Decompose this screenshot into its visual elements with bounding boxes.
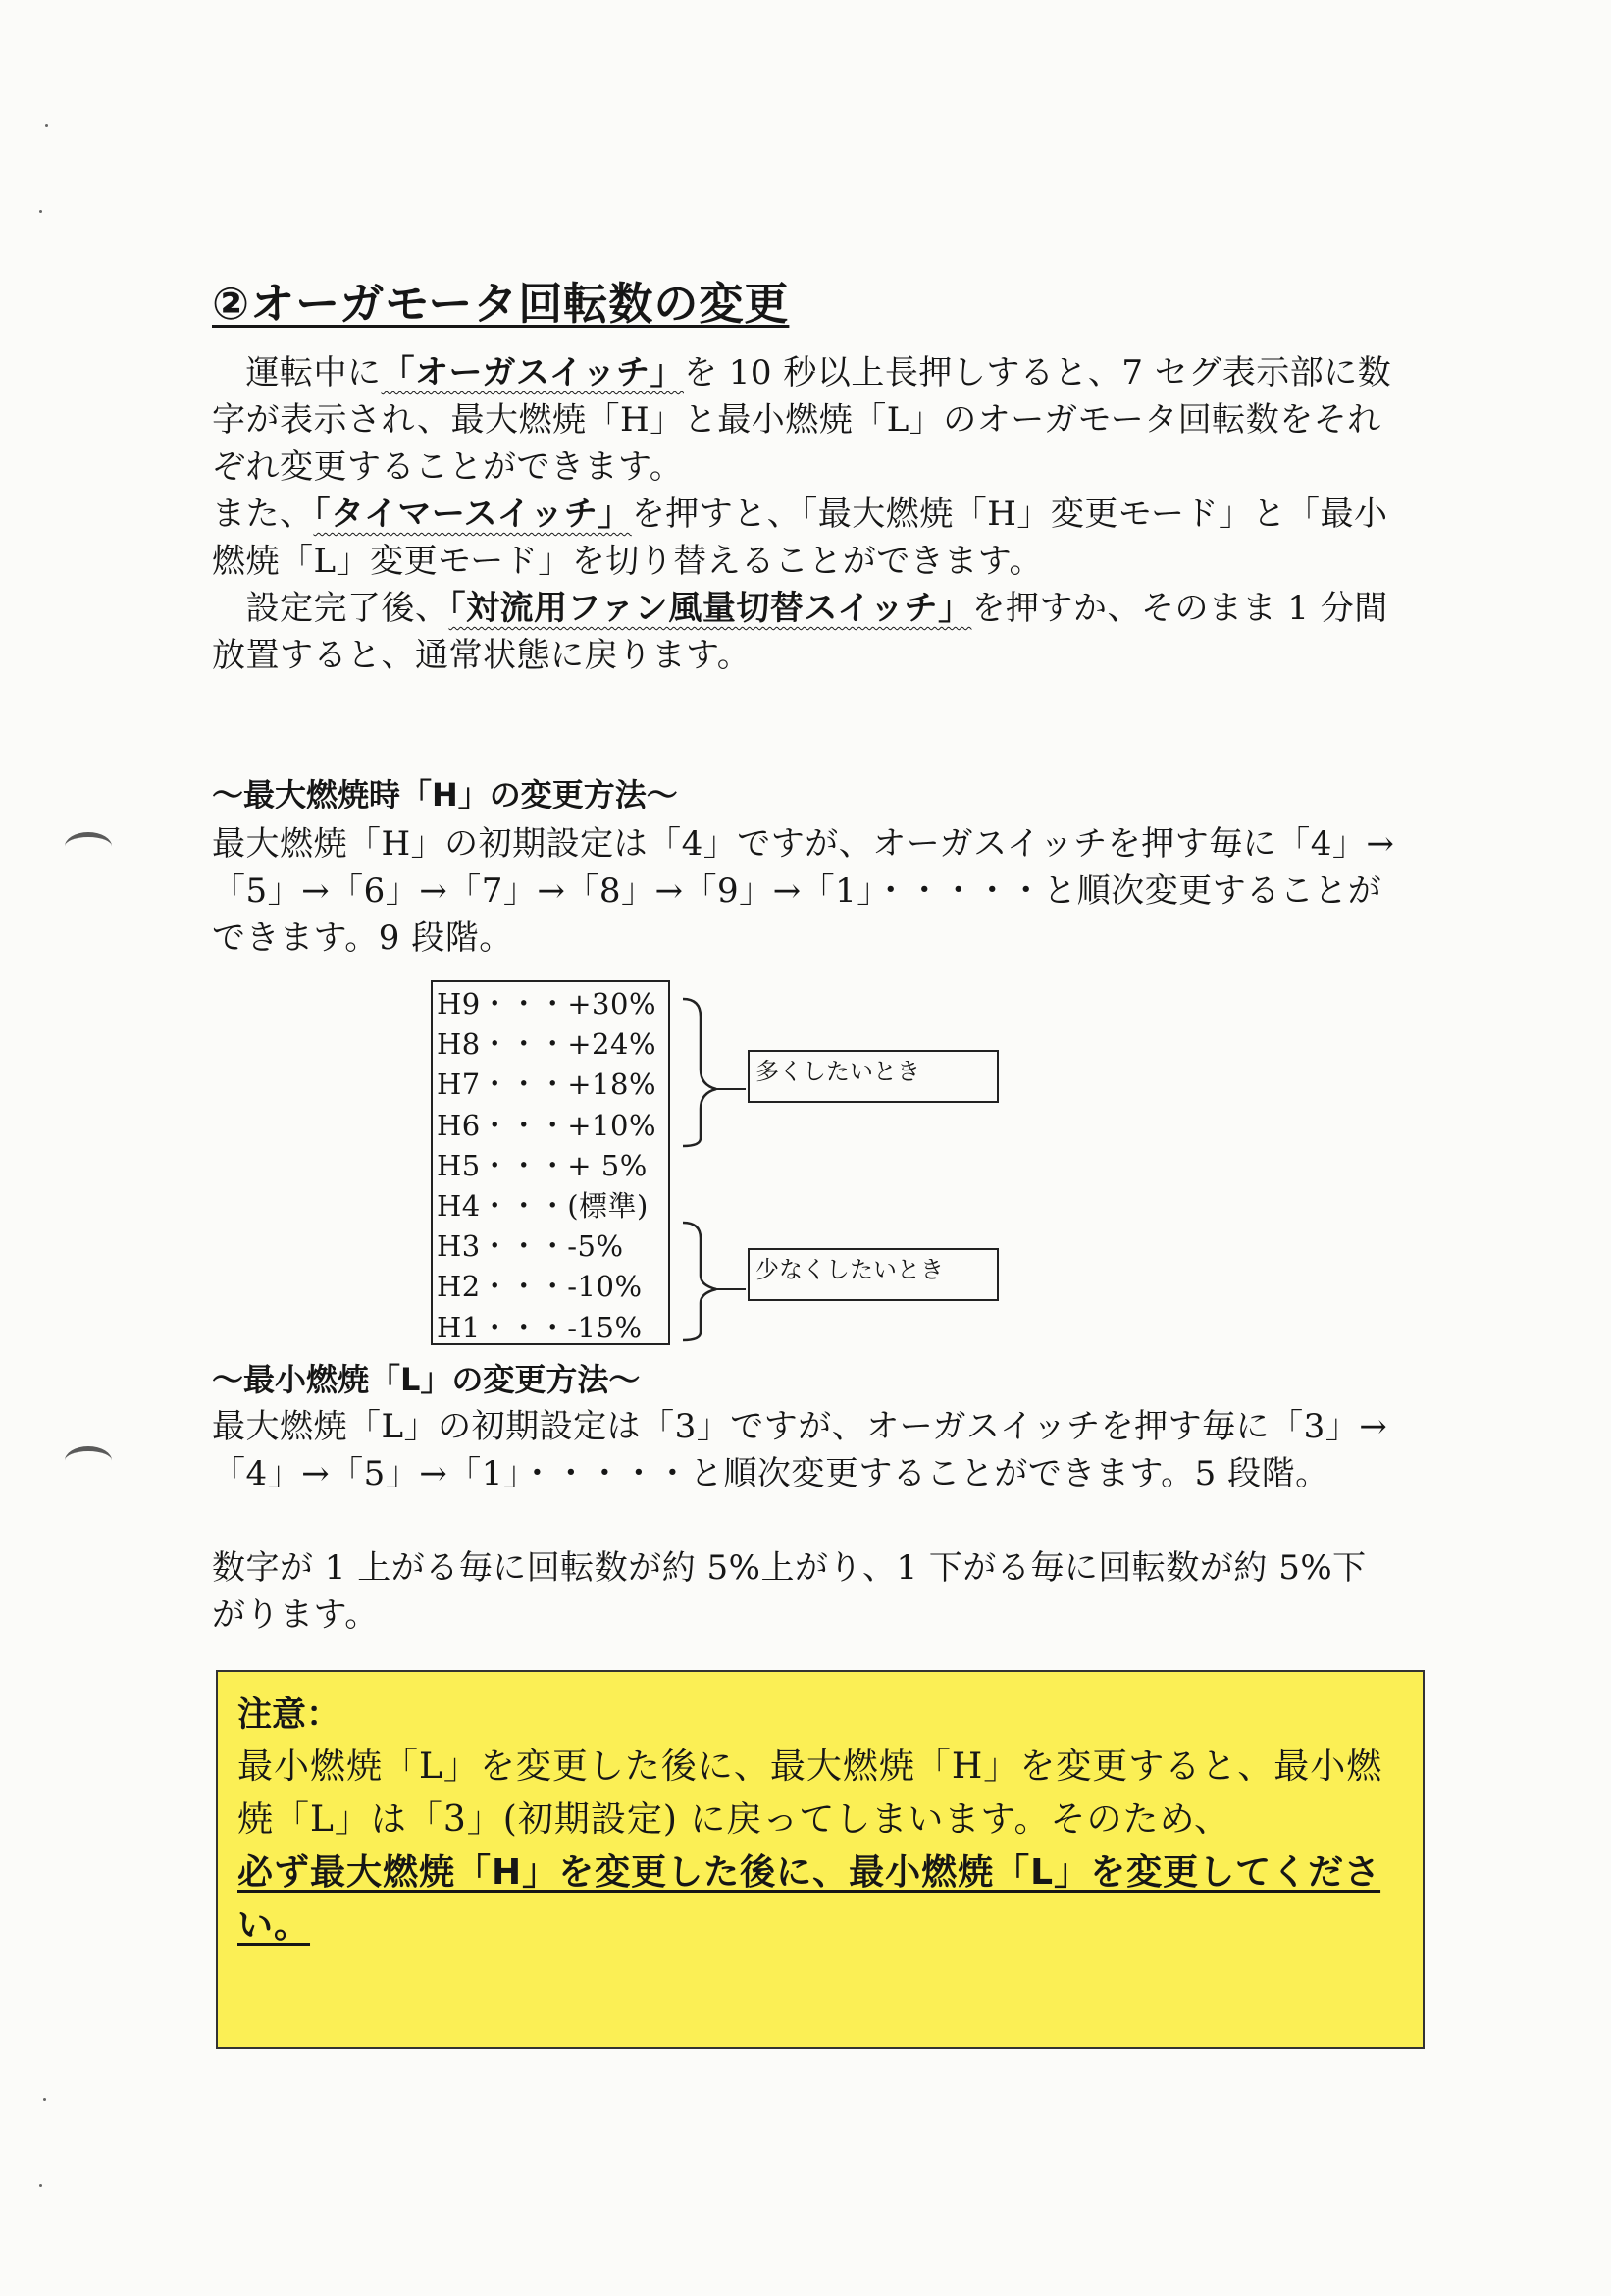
level-row: H8・・・+24% <box>437 1027 656 1062</box>
level-row: H9・・・+30% <box>437 987 656 1020</box>
intro-p3-before: 設定完了後、 <box>212 589 449 628</box>
lower-brace <box>683 1223 716 1340</box>
level-row: H5・・・+ 5% <box>437 1148 648 1182</box>
upper-brace <box>683 999 716 1146</box>
more-label-box: 多くしたいとき <box>748 1050 999 1103</box>
punch-hole-top <box>65 832 112 861</box>
caution-title: 注意： <box>237 1696 341 1735</box>
level-row: H6・・・+10% <box>437 1108 656 1142</box>
level-row: H1・・・-15% <box>437 1310 643 1344</box>
level-row: H2・・・-10% <box>437 1270 643 1304</box>
less-label-box: 少なくしたいとき <box>748 1248 999 1301</box>
intro-paragraph-3 <box>212 585 1399 679</box>
max-burn-paragraph: 最大燃焼「H」の初期設定は「4」ですが、オーガスイッチを押す毎に「4」→「5」→「6」→「7」→「8」→「9」→「1」・・・・・と順次変更することができます。9 段階。 <box>212 824 1395 958</box>
paper-speck <box>45 124 48 127</box>
max-burn-subheading: ～最大燃焼時「H」の変更方法～ <box>212 776 678 813</box>
caution-body: 最小燃焼「L」を変更した後に、最大燃焼「H」を変更すると、最小燃焼「L」は「3」(初期設定) に戻ってしまいます。そのため、 <box>237 1747 1383 1840</box>
fan-switch-emphasis: 「対流用ファン風量切替スイッチ」 <box>448 589 972 628</box>
min-burn-subheading: ～最小燃焼「L」の変更方法～ <box>212 1361 641 1398</box>
intro-p2-before: また、 <box>212 495 314 534</box>
level-row: H7・・・+18% <box>437 1068 656 1102</box>
caution-warning: 必ず最大燃焼「H」を変更した後に、最小燃焼「L」を変更してください。 <box>237 1852 1381 1946</box>
intro-paragraph-1 <box>212 349 1399 491</box>
min-burn-note: 数字が 1 上がる毎に回転数が約 5%上がり、1 下がる毎に回転数が約 5%下がります。 <box>212 1548 1367 1635</box>
level-row: H4・・・(標準) <box>437 1189 649 1224</box>
intro-p3-after: を押すか、そのまま 1 分間放置すると、通常状態に戻ります。 <box>212 589 1388 675</box>
punch-hole-bottom <box>65 1446 112 1475</box>
timer-switch-emphasis: 「タイマースイッチ」 <box>313 495 632 534</box>
intro-p1-after: を 10 秒以上長押しすると、7 セグ表示部に数字が表示され、最大燃焼「H」と最小燃焼「L」のオーガモータ回転数をそれぞれ変更することができます。 <box>212 353 1392 487</box>
intro-p1-before: 運転中に <box>212 353 382 392</box>
section-heading: ②オーガモータ回転数の変更 <box>212 278 790 330</box>
min-burn-paragraph: 最大燃焼「L」の初期設定は「3」ですが、オーガスイッチを押す毎に「3」→「4」→「5」→「1」・・・・・と順次変更することができます。5 段階。 <box>212 1407 1388 1493</box>
paper-speck <box>39 210 42 213</box>
paper-speck <box>43 2098 46 2101</box>
paper-speck <box>39 2184 42 2187</box>
intro-p2-after: を押すと、「最大燃焼「H」変更モード」と「最小燃焼「L」変更モード」を切り替えることができます。 <box>212 495 1388 581</box>
auger-switch-emphasis: 「オーガスイッチ」 <box>381 353 684 392</box>
caution-box <box>216 1670 1425 2049</box>
level-row: H3・・・-5% <box>437 1229 624 1264</box>
level-list <box>431 980 670 1345</box>
grouping-braces <box>677 991 746 1344</box>
intro-paragraph-2 <box>212 491 1399 585</box>
